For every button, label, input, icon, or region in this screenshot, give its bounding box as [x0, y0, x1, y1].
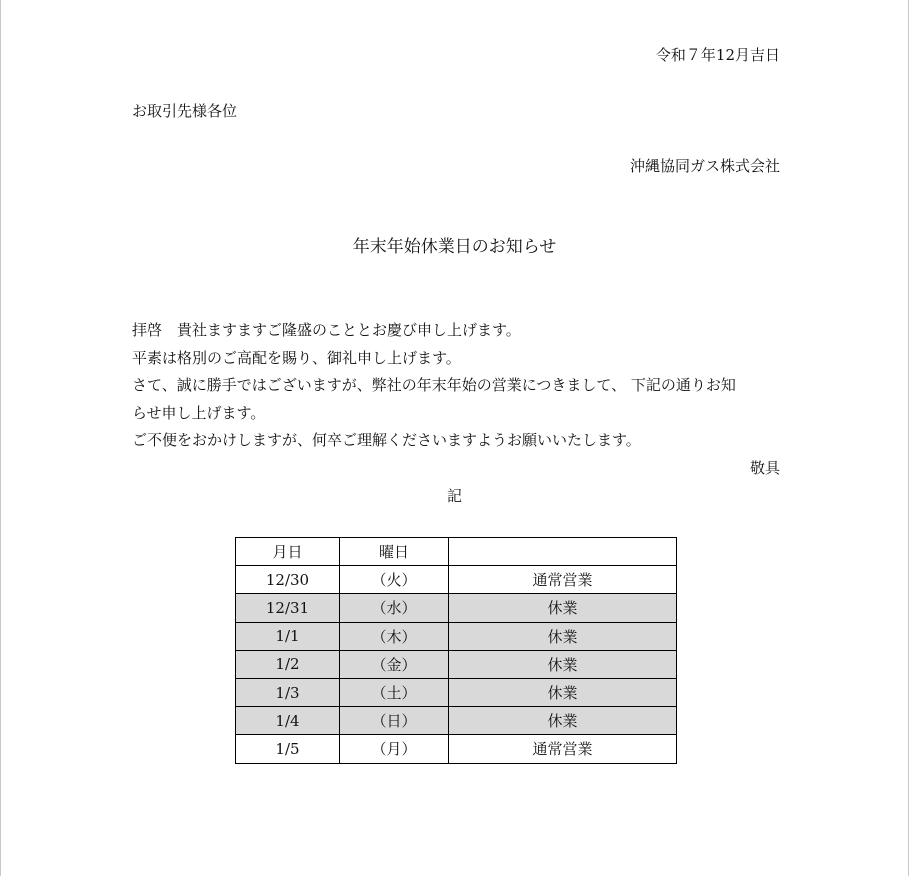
row-date: 1/3: [236, 678, 340, 706]
page-edge-left: [0, 0, 1, 876]
row-status: 休業: [449, 678, 677, 706]
row-weekday: （金）: [340, 650, 449, 678]
body-line: ご不便をおかけしますが、何卒ご理解くださいますようお願いいたします。: [132, 431, 641, 449]
header-date: 月日: [236, 538, 340, 566]
body-text: [132, 320, 782, 458]
row-date: 12/31: [236, 594, 340, 622]
row-status: 通常営業: [449, 735, 677, 763]
body-line: さて、誠に勝手ではございますが、弊社の年末年始の営業につきまして、 下記の通りお知: [132, 376, 736, 394]
row-status: 休業: [449, 594, 677, 622]
recipient: お取引先様各位: [132, 102, 238, 120]
body-line: 平素は格別のご高配を賜り、御礼申し上げます。: [132, 348, 461, 367]
table-row: [236, 650, 677, 678]
row-status: 休業: [449, 650, 677, 678]
row-date: 1/1: [236, 622, 340, 650]
table-row: [236, 594, 677, 622]
table-header-row: [236, 538, 677, 566]
row-weekday: （土）: [340, 678, 449, 706]
table-row: [236, 622, 677, 650]
row-status: 通常営業: [449, 566, 677, 594]
header-weekday: 曜日: [340, 538, 449, 566]
row-date: 1/5: [236, 735, 340, 763]
table-row: [236, 678, 677, 706]
table-row: [236, 707, 677, 735]
ki-heading: 記: [446, 487, 462, 505]
row-weekday: （木）: [340, 622, 449, 650]
row-status: 休業: [449, 622, 677, 650]
row-date: 12/30: [236, 566, 340, 594]
body-line: 拝啓 貴社ますますご隆盛のこととお慶び申し上げます。: [132, 321, 521, 339]
sender-company: 沖縄協同ガス株式会社: [629, 157, 780, 175]
header-status: [449, 538, 677, 566]
body-line: らせ申し上げます。: [132, 403, 266, 422]
document-date: 令和７年12月吉日: [655, 46, 780, 64]
closing-keigu: 敬具: [749, 459, 780, 477]
row-weekday: （水）: [340, 594, 449, 622]
row-weekday: （日）: [340, 707, 449, 735]
table-row: [236, 735, 677, 763]
row-date: 1/2: [236, 650, 340, 678]
row-status: 休業: [449, 707, 677, 735]
row-date: 1/4: [236, 707, 340, 735]
holiday-schedule-table: [235, 537, 677, 764]
notice-title: 年末年始休業日のお知らせ: [352, 237, 557, 257]
row-weekday: （火）: [340, 566, 449, 594]
row-weekday: （月）: [340, 735, 449, 763]
table-row: [236, 566, 677, 594]
